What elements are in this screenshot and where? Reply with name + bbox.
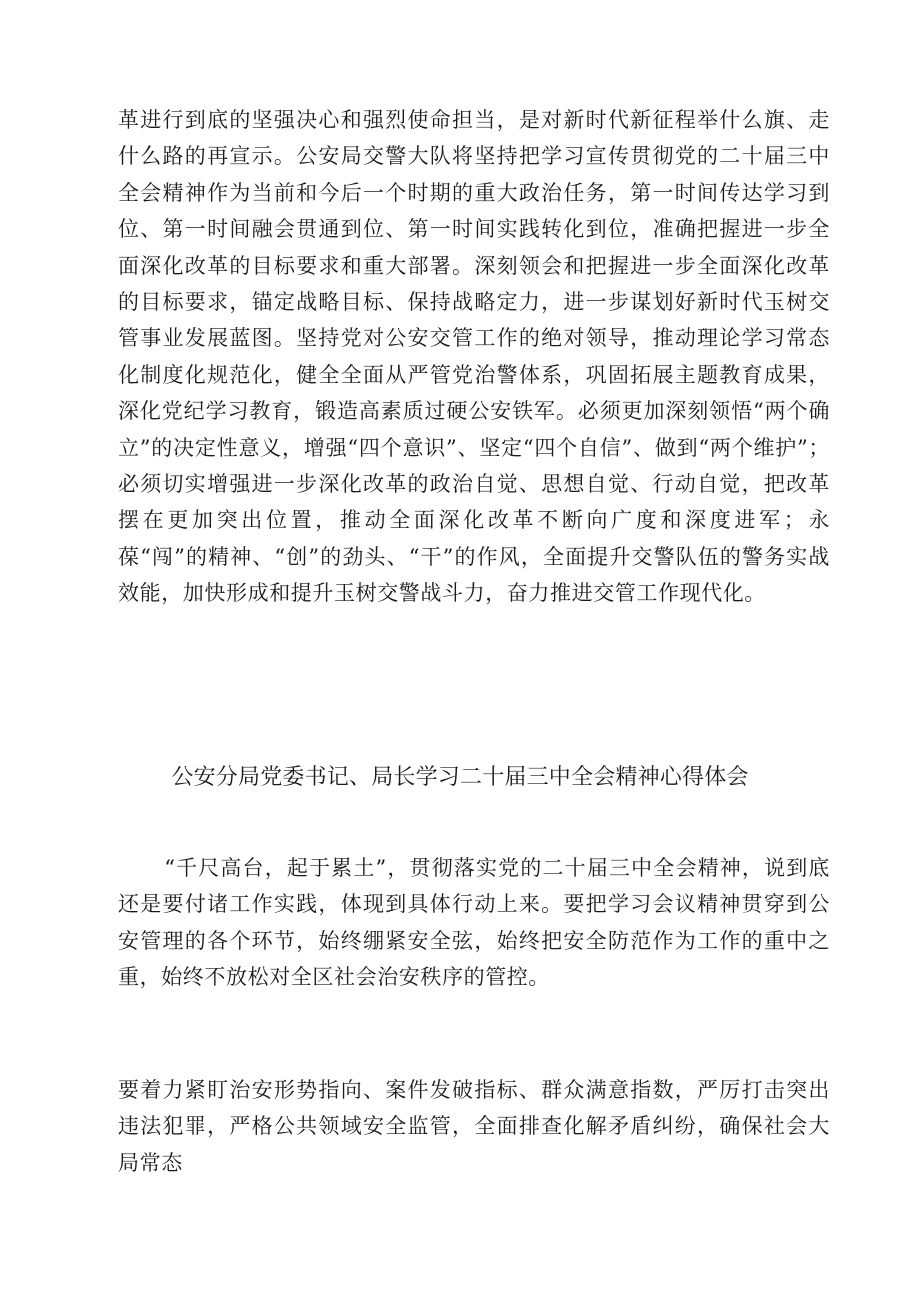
body-paragraph-1: 革进行到底的坚强决心和强烈使命担当，是对新时代新征程举什么旗、走什么路的再宣示。公安局交警大队将坚持把学习宣传贯彻党的二十届三中全会精神作为当前和今后一个时期的重大政治任务，第一时间传达学习到位、第一时间融会贯通到位、第一时间实践转化到位，准确把握进一步全面深化改革的目标要求和重大部署。深刻领会和把握进一步全面深化改革的目标要求，锚定战略目标、保持战略定力，进一步谋划好新时代玉树交管事业发展蓝图。坚持党对公安交管工作的绝对领导，推动理论学习常态化制度化规范化，健全全面从严管党治警体系，巩固拓展主题教育成果，深化党纪学习教育，锻造高素质过硬公安铁军。必须更加深刻领悟“两个确立”的决定性意义，增强“四个意识”、坚定“四个自信”、做到“两个维护”；必须切实增强进一步深化改革的政治自觉、思想自觉、行动自觉，把改革摆在更加突出位置，推动全面深化改革不断向广度和深度进军；永葆“闯”的精神、“创”的劲头、“干”的作风，全面提升交警队伍的警务实战效能，加快形成和提升玉树交警战斗力，奋力推进交管工作现代化。 bbox=[118, 108, 830, 606]
section-heading: 公安分局党委书记、局长学习二十届三中全会精神心得体会 bbox=[171, 765, 749, 790]
body-paragraph-3: 要着力紧盯治安形势指向、案件发破指标、群众满意指数，严厉打击突出违法犯罪，严格公共领域安全监管，全面排查化解矛盾纠纷，确保社会大局常态 bbox=[118, 1078, 830, 1175]
body-paragraph-2: “千尺高台，起于累土”，贯彻落实党的二十届三中全会精神，说到底还是要付诸工作实践，体现到具体行动上来。要把学习会议精神贯穿到公安管理的各个环节，始终绷紧安全弦，始终把安全防范作为工作的重中之重，始终不放松对全区社会治安秩序的管控。 bbox=[118, 856, 830, 990]
